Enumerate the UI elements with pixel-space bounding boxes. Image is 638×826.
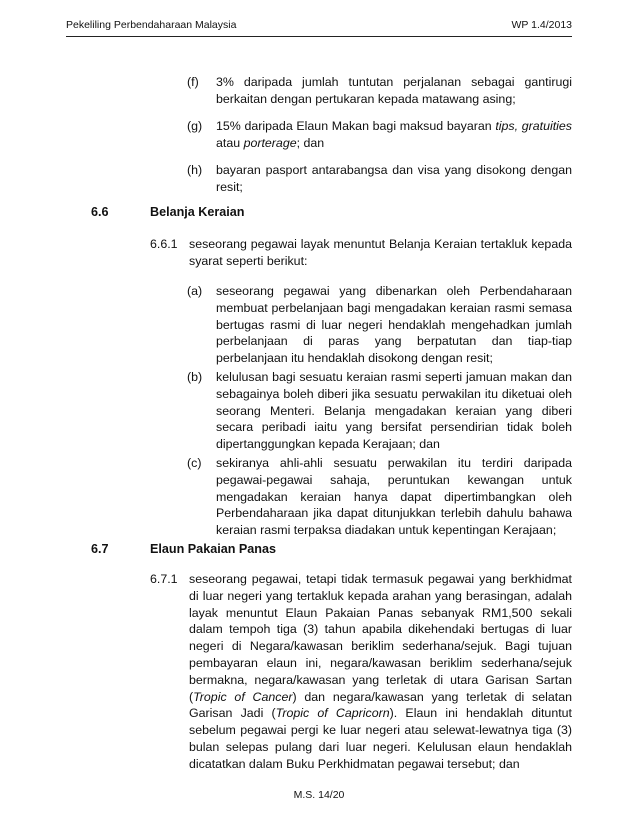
- subsection-number-6-7-1: 6.7.1: [150, 572, 178, 586]
- item-text-g-part2: atau: [216, 135, 244, 150]
- section-title-6-6: Belanja Keraian: [150, 205, 245, 219]
- item-label-a: (a): [187, 284, 203, 298]
- header-rule: [66, 36, 572, 37]
- item-text-f: 3% daripada jumlah tuntutan perjalanan sebagai gantirugi berkaitan dengan pertukaran kepada matawang asing;: [216, 75, 572, 106]
- item-label-g: (g): [187, 119, 203, 133]
- item-label-c: (c): [187, 456, 202, 470]
- subsection-text-6-7-1-part2: ) dan negara/kawasan yang terletak di selatan Garisan Jadi (: [189, 689, 572, 721]
- subsection-text-6-7-1: [189, 571, 572, 773]
- header-reference: WP 1.4/2013: [511, 19, 572, 31]
- item-text-g-part1: 15% daripada Elaun Makan bagi maksud bayaran: [216, 119, 496, 133]
- subsection-number-6-6-1: 6.6.1: [150, 237, 178, 251]
- item-text-h: bayaran pasport antarabangsa dan visa yang disokong dengan resit;: [216, 163, 572, 194]
- section-title-6-7: Elaun Pakaian Panas: [150, 542, 276, 556]
- item-text-g: [216, 118, 572, 152]
- subsection-text-6-6-1: seseorang pegawai layak menuntut Belanja Keraian tertakluk kepada syarat seperti berikut:: [189, 237, 572, 268]
- item-label-h: (h): [187, 163, 203, 177]
- item-text-c: sekiranya ahli-ahli sesuatu perwakilan itu terdiri daripada pegawai-pegawai sahaja, peruntukan kewangan untuk mengadakan keraian hanya dapat dipertimbangkan oleh Perbendaharaan jika dapat ditunjukkan terlebih dahulu bahawa keraian rasmi terpaksa diadakan untuk kepentingan Kerajaan;: [216, 456, 572, 538]
- item-label-b: (b): [187, 370, 203, 384]
- subsection-text-6-7-1-italic1: Tropic of Cancer: [193, 689, 293, 704]
- section-number-6-7: 6.7: [91, 542, 109, 556]
- subsection-text-6-7-1-part1: seseorang pegawai, tetapi tidak termasuk pegawai yang berkhidmat di luar negeri yang tertakluk kepada arahan yang berasingan, adalah layak menuntut Elaun Pakaian Panas sebanyak RM1,500 sekali dalam tempoh tiga (3) tahun apabila dikehendaki bertugas di luar negeri di Negara/kawasan beriklim sederhana/sejuk. Bagi tujuan pembayaran elaun ini, negara/kawasan beriklim sederhana/sejuk bermakna, negara/kawasan yang terletak di utara Garisan Sartan (: [189, 572, 572, 704]
- header-title: Pekeliling Perbendaharaan Malaysia: [66, 19, 237, 31]
- item-text-g-italic1: tips, gratuities: [495, 119, 572, 133]
- section-number-6-6: 6.6: [91, 205, 109, 219]
- page-number: M.S. 14/20: [293, 789, 345, 801]
- subsection-text-6-7-1-italic2: Tropic of Capricorn: [275, 706, 390, 721]
- subsection-text-6-7-1-part3: ). Elaun ini hendaklah dituntut sebelum pegawai pergi ke luar negeri atau selewat-lewatnya tiga (3) bulan selepas pulang dari luar negeri. Kelulusan elaun hendaklah dicatatkan dalam Buku Perkhidmatan pegawai tersebut; dan: [189, 706, 572, 771]
- item-text-a: seseorang pegawai yang dibenarkan oleh Perbendaharaan membuat perbelanjaan bagi mengadakan keraian rasmi semasa bertugas rasmi di luar negeri hendaklah mengehadkan jumlah perbelanjaan di paras yang berpatutan dan tiap-tiap perbelanjaan itu hendaklah disokong dengan resit;: [216, 284, 572, 366]
- item-text-b: kelulusan bagi sesuatu keraian rasmi seperti jamuan makan dan sebagainya boleh diberi jika sesuatu perwakilan itu diketuai oleh seorang Menteri. Belanja mengadakan keraian yang diberi secara peribadi iaitu yang bersifat persendirian tidak boleh dipertanggungkan kepada Kerajaan; dan: [216, 370, 572, 452]
- item-label-f: (f): [187, 75, 199, 89]
- item-text-g-part3: ; dan: [296, 135, 325, 150]
- item-text-g-italic2: porterage: [243, 135, 297, 150]
